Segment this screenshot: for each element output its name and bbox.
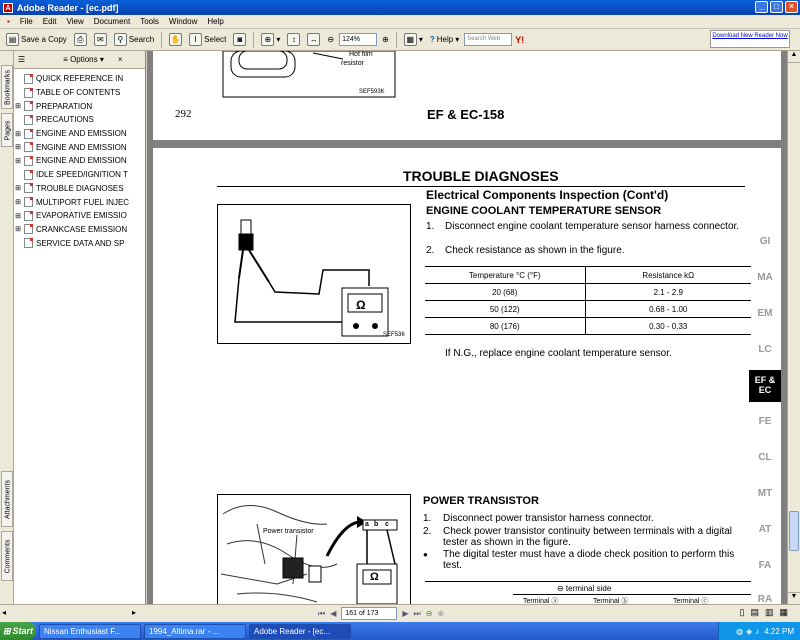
zoom-in-button[interactable] — [380, 34, 391, 45]
bookmark-item[interactable] — [14, 86, 145, 100]
ng-note: If N.G., replace engine coolant temperature sensor. — [445, 348, 672, 359]
terminal-a: a — [365, 521, 369, 528]
tab-comments-label: Comments — [4, 539, 12, 574]
bookmark-label: EVAPORATIVE EMISSIO — [36, 211, 127, 221]
menu-file[interactable]: File — [19, 17, 33, 26]
tray-icon-network[interactable]: ◍ — [736, 626, 744, 636]
pt-step-1-text: Disconnect power transistor harness connector. — [443, 513, 654, 524]
pt-step-3-text: The digital tester must have a diode check position to perform this test. — [443, 549, 735, 571]
figure-code: SEF593K — [359, 89, 385, 95]
resistor-label: resistor — [341, 60, 364, 67]
bookmark-item[interactable] — [14, 113, 145, 127]
terminal-b: b — [374, 521, 379, 528]
bookmark-item[interactable] — [14, 72, 145, 86]
pt-step-2-text: Check power transistor continuity between terminals with a digital tester as shown in the figure. — [443, 526, 733, 548]
bookmark-label: ENGINE AND EMISSION — [36, 142, 127, 152]
rotate-button[interactable] — [402, 32, 425, 47]
pdf-page-prev — [153, 51, 781, 140]
index-lc: LC — [758, 344, 772, 355]
first-page-button[interactable]: ⏮ — [318, 608, 326, 618]
save-copy-label: Save a Copy — [21, 35, 67, 44]
expand-icon[interactable]: ⊞ — [15, 226, 21, 234]
terminal-side-label: ⊖ terminal side — [557, 584, 612, 593]
start-label: Start — [12, 626, 34, 636]
toolbar-divider — [161, 32, 162, 48]
fit-width-button[interactable] — [305, 32, 322, 47]
clock: 4:22 PM — [764, 626, 794, 636]
navigation-tabs — [0, 51, 14, 604]
snapshot-button[interactable] — [231, 32, 248, 47]
power-transistor-figure — [217, 494, 411, 604]
yahoo-icon[interactable]: Y! — [515, 34, 525, 45]
bookmark-label: SERVICE DATA AND SP — [36, 238, 125, 248]
bookmark-label: TROUBLE DIAGNOSES — [36, 183, 124, 193]
index-em: EM — [757, 308, 773, 319]
fit-width-icon: ↔ — [307, 33, 320, 46]
chevron-down-icon: ▾ — [455, 35, 460, 44]
index-ma: MA — [757, 272, 773, 283]
bookmark-label: ENGINE AND EMISSION — [36, 129, 127, 139]
toolbar-divider — [253, 32, 254, 48]
print-button[interactable] — [72, 32, 89, 47]
help-icon: ? — [429, 35, 435, 44]
table-cell: 0.68 - 1.00 — [585, 301, 751, 318]
section-title: TROUBLE DIAGNOSES — [403, 168, 559, 184]
bookmark-label: PREPARATION — [36, 101, 93, 111]
power-transistor-heading: POWER TRANSISTOR — [423, 495, 539, 507]
save-copy-button[interactable] — [4, 32, 69, 47]
bookmark-item[interactable] — [14, 140, 145, 154]
search-label: Search — [128, 35, 155, 44]
subtitle: Electrical Components Inspection (Cont'd) — [426, 188, 669, 202]
ohm-symbol-2: Ω — [370, 571, 379, 583]
fit-page-button[interactable] — [285, 32, 302, 47]
bookmark-page-icon — [24, 170, 33, 180]
adobe-reader-icon: A — [3, 3, 13, 13]
bookmark-item[interactable] — [14, 223, 145, 237]
next-page-button[interactable]: ▶ — [402, 609, 409, 618]
select-tool-button[interactable] — [187, 32, 228, 47]
bookmark-page-icon — [24, 129, 33, 139]
hot-film-figure — [153, 51, 781, 140]
tab-bookmarks-label: Bookmarks — [4, 70, 12, 106]
terminal-col-c: Terminal ⓒ — [673, 598, 709, 604]
menu-window[interactable]: Window — [168, 17, 198, 26]
tab-attachments[interactable] — [1, 471, 13, 527]
tab-comments[interactable] — [1, 531, 13, 581]
header-resistance: Resistance kΩ — [585, 267, 751, 284]
binoculars-icon: ⚲ — [114, 33, 127, 46]
sensor-heading: ENGINE COOLANT TEMPERATURE SENSOR — [426, 205, 662, 217]
bookmark-label: IDLE SPEED/IGNITION T — [36, 170, 128, 180]
facing-icon[interactable]: ▥ — [764, 607, 774, 617]
coolant-sensor-figure — [217, 204, 411, 344]
doc-icon: ▪ — [7, 17, 10, 26]
terminal-col-b: Terminal ⓑ — [593, 598, 629, 604]
menu-bar — [0, 15, 800, 29]
expand-icon[interactable]: ⊞ — [15, 185, 21, 193]
index-ef-ec-active — [749, 370, 781, 402]
help-button[interactable] — [428, 34, 461, 45]
expand-icon[interactable]: ⊞ — [15, 199, 21, 207]
step-1-text: Disconnect engine coolant temperature sensor harness connector. — [445, 221, 740, 232]
go-forward-button[interactable]: ⊕ — [437, 609, 445, 618]
scroll-left-arrow[interactable]: ◂ — [2, 608, 7, 617]
table-header-row — [425, 267, 751, 284]
bookmark-item[interactable] — [14, 195, 145, 209]
expand-icon[interactable]: ⊞ — [15, 157, 21, 165]
table-cell: 80 (176) — [425, 318, 585, 335]
header-temperature: Temperature °C (°F) — [425, 267, 585, 284]
expand-icon[interactable]: ⊞ — [15, 212, 21, 220]
chevron-down-icon: ▾ — [418, 35, 423, 44]
table-cell: 20 (68) — [425, 284, 585, 301]
bookmark-item[interactable] — [14, 209, 145, 223]
bookmark-item[interactable] — [14, 154, 145, 168]
bookmark-item[interactable] — [14, 236, 145, 250]
go-back-button[interactable]: ⊖ — [425, 609, 433, 618]
ohm-symbol: Ω — [356, 298, 366, 312]
tray-icon-shield[interactable]: ◈ — [746, 626, 753, 636]
document-viewer[interactable] — [147, 51, 787, 604]
save-icon: ▤ — [6, 33, 19, 46]
tab-pages-label: Pages — [4, 120, 12, 141]
windows-taskbar — [0, 622, 800, 640]
scroll-down-arrow[interactable]: ▼ — [788, 592, 800, 604]
camera-icon: ◙ — [233, 33, 246, 46]
expand-icon[interactable]: ⊞ — [15, 103, 21, 111]
magnifier-icon: ⊕ — [261, 33, 274, 46]
bookmark-item[interactable] — [14, 182, 145, 196]
vertical-scrollbar[interactable] — [787, 51, 800, 604]
tray-icon-volume[interactable]: ♪ — [755, 626, 760, 636]
bookmark-label: TABLE OF CONTENTS — [36, 88, 121, 98]
bookmark-item[interactable] — [14, 168, 145, 182]
continuous-icon[interactable]: ▤ — [750, 607, 759, 617]
bookmark-page-icon — [24, 224, 33, 234]
power-transistor-label: Power transistor — [263, 528, 314, 535]
index-ef-ec-label: EF & EC — [754, 375, 776, 395]
pdf-page-current — [153, 148, 781, 604]
terminal-col-a: Terminal ⓐ — [523, 598, 559, 604]
menu-tools[interactable]: Tools — [140, 17, 159, 26]
menu-edit[interactable]: Edit — [42, 17, 57, 26]
tab-bookmarks[interactable] — [1, 65, 13, 109]
title-rule — [217, 186, 745, 187]
search-button[interactable] — [112, 32, 156, 47]
close-button[interactable]: × — [785, 1, 798, 13]
bookmark-item[interactable] — [14, 127, 145, 141]
bookmark-page-icon — [24, 142, 33, 152]
zoom-select[interactable]: 124% — [339, 33, 377, 46]
last-page-button[interactable]: ⏭ — [413, 608, 421, 618]
bookmark-label: PRECAUTIONS — [36, 115, 94, 125]
terminal-subrule — [513, 594, 751, 595]
bookmark-page-icon — [24, 101, 33, 111]
scroll-right-arrow[interactable]: ▸ — [132, 608, 137, 617]
bookmark-item[interactable] — [14, 99, 145, 113]
bookmarks-header — [14, 51, 145, 69]
table-row — [425, 318, 751, 335]
bookmark-page-icon — [24, 74, 33, 84]
zoom-tool-button[interactable] — [259, 32, 282, 47]
single-page-icon[interactable]: ▯ — [739, 607, 745, 617]
bookmark-label: MULTIPORT FUEL INJEC — [36, 197, 130, 207]
table-cell: 0.30 - 0.33 — [585, 318, 751, 335]
hand-tool-button[interactable] — [167, 32, 184, 47]
task-nissan-forum[interactable]: Nissan Enthusiast F... — [39, 624, 141, 639]
options-label: Options — [70, 55, 98, 64]
tab-pages[interactable] — [1, 113, 13, 147]
print-icon: ⎙ — [74, 33, 87, 46]
page-layout-buttons — [740, 607, 789, 618]
maximize-button[interactable]: □ — [770, 1, 783, 13]
page-header: EF & EC-158 — [427, 107, 505, 122]
bookmark-list — [14, 69, 145, 250]
terminal-table-rule — [425, 581, 751, 582]
bookmarks-panel — [14, 51, 146, 604]
bookmark-page-icon — [24, 88, 33, 98]
title-bar — [0, 0, 800, 15]
pt-step-1-number: 1. — [423, 513, 432, 524]
index-mt: MT — [757, 488, 773, 499]
table-row — [425, 284, 751, 301]
select-label: Select — [204, 35, 227, 44]
close-panel-icon[interactable]: × — [117, 55, 123, 64]
zoom-out-button[interactable] — [325, 34, 336, 45]
index-gi: GI — [759, 236, 771, 247]
chevron-down-icon: ▾ — [276, 35, 281, 44]
window-title: Adobe Reader - [ec.pdf] — [17, 2, 119, 13]
bookmark-page-icon — [24, 211, 33, 221]
bookmark-label: QUICK REFERENCE IN — [36, 74, 124, 84]
toolbar-divider — [396, 32, 397, 48]
step-1-number: 1. — [426, 221, 435, 232]
pt-bullet: ● — [423, 550, 428, 559]
page-number-box[interactable]: 161 of 173 — [341, 607, 397, 620]
step-2-text: Check resistance as shown in the figure. — [445, 245, 625, 256]
task-altima-rar[interactable]: 1994_Altima.rar - ... — [144, 624, 246, 639]
step-2-number: 2. — [426, 245, 435, 256]
index-cl: CL — [758, 452, 772, 463]
tab-attachments-label: Attachments — [4, 480, 12, 519]
fit-page-icon: ↕ — [287, 33, 300, 46]
scroll-up-arrow[interactable]: ▲ — [788, 51, 800, 63]
index-fa: FA — [758, 560, 772, 571]
scroll-thumb[interactable] — [789, 511, 799, 551]
page-number: 292 — [175, 108, 192, 120]
page-options-icon: ▦ — [404, 33, 417, 46]
bookmark-page-icon — [24, 197, 33, 207]
index-at: AT — [758, 524, 772, 535]
bookmark-label: CRANKCASE EMISSION — [36, 224, 128, 234]
minimize-button[interactable]: _ — [755, 1, 768, 13]
options-icon: ≡ — [63, 55, 71, 64]
start-button[interactable] — [0, 622, 36, 640]
continuous-facing-icon[interactable]: ▦ — [779, 607, 788, 617]
search-web-input[interactable]: Search Web — [464, 33, 512, 46]
table-cell: 2.1 - 2.9 — [585, 284, 751, 301]
toolbar — [0, 29, 800, 51]
menu-document[interactable]: Document — [93, 17, 131, 26]
resistance-table — [425, 266, 751, 335]
terminal-c: c — [385, 521, 389, 528]
previous-page-button[interactable]: ◀ — [330, 609, 337, 618]
task-adobe-reader[interactable]: Adobe Reader - [ec... — [249, 624, 351, 639]
expand-icon[interactable]: ⊞ — [15, 130, 21, 138]
bookmark-page-icon — [24, 238, 33, 248]
email-icon: ✉ — [94, 33, 107, 46]
hand-icon: ✋ — [170, 35, 181, 44]
zoom-in-icon: ⊕ — [382, 35, 389, 44]
hot-film-label: Hot film — [349, 51, 373, 58]
index-ra: RA — [757, 594, 773, 604]
download-reader-link[interactable]: Download New Reader Now — [710, 30, 790, 48]
menu-view[interactable]: View — [66, 17, 84, 26]
figure-code-sef536: SEF536 — [383, 332, 405, 338]
bookmark-list-icon: ☰ — [18, 55, 26, 64]
system-tray — [718, 622, 800, 640]
table-cell: 50 (122) — [425, 301, 585, 318]
index-fe: FE — [758, 416, 772, 427]
page-navigation-bar — [0, 604, 800, 622]
bookmark-page-icon — [24, 115, 33, 125]
menu-help[interactable]: Help — [207, 17, 224, 26]
pt-step-2-number: 2. — [423, 526, 432, 537]
text-cursor-icon: I — [189, 33, 202, 46]
bookmark-label: ENGINE AND EMISSION — [36, 156, 127, 166]
email-button[interactable] — [92, 32, 109, 47]
options-menu-button[interactable]: ≡ Options ▾ — [63, 55, 104, 64]
bookmark-page-icon — [24, 183, 33, 193]
table-row — [425, 301, 751, 318]
zoom-out-icon: ⊖ — [327, 35, 335, 44]
bookmark-page-icon — [24, 156, 33, 166]
windows-logo-icon: ⊞ — [2, 625, 11, 636]
help-label: Help — [436, 35, 454, 44]
expand-icon[interactable]: ⊞ — [15, 144, 21, 152]
